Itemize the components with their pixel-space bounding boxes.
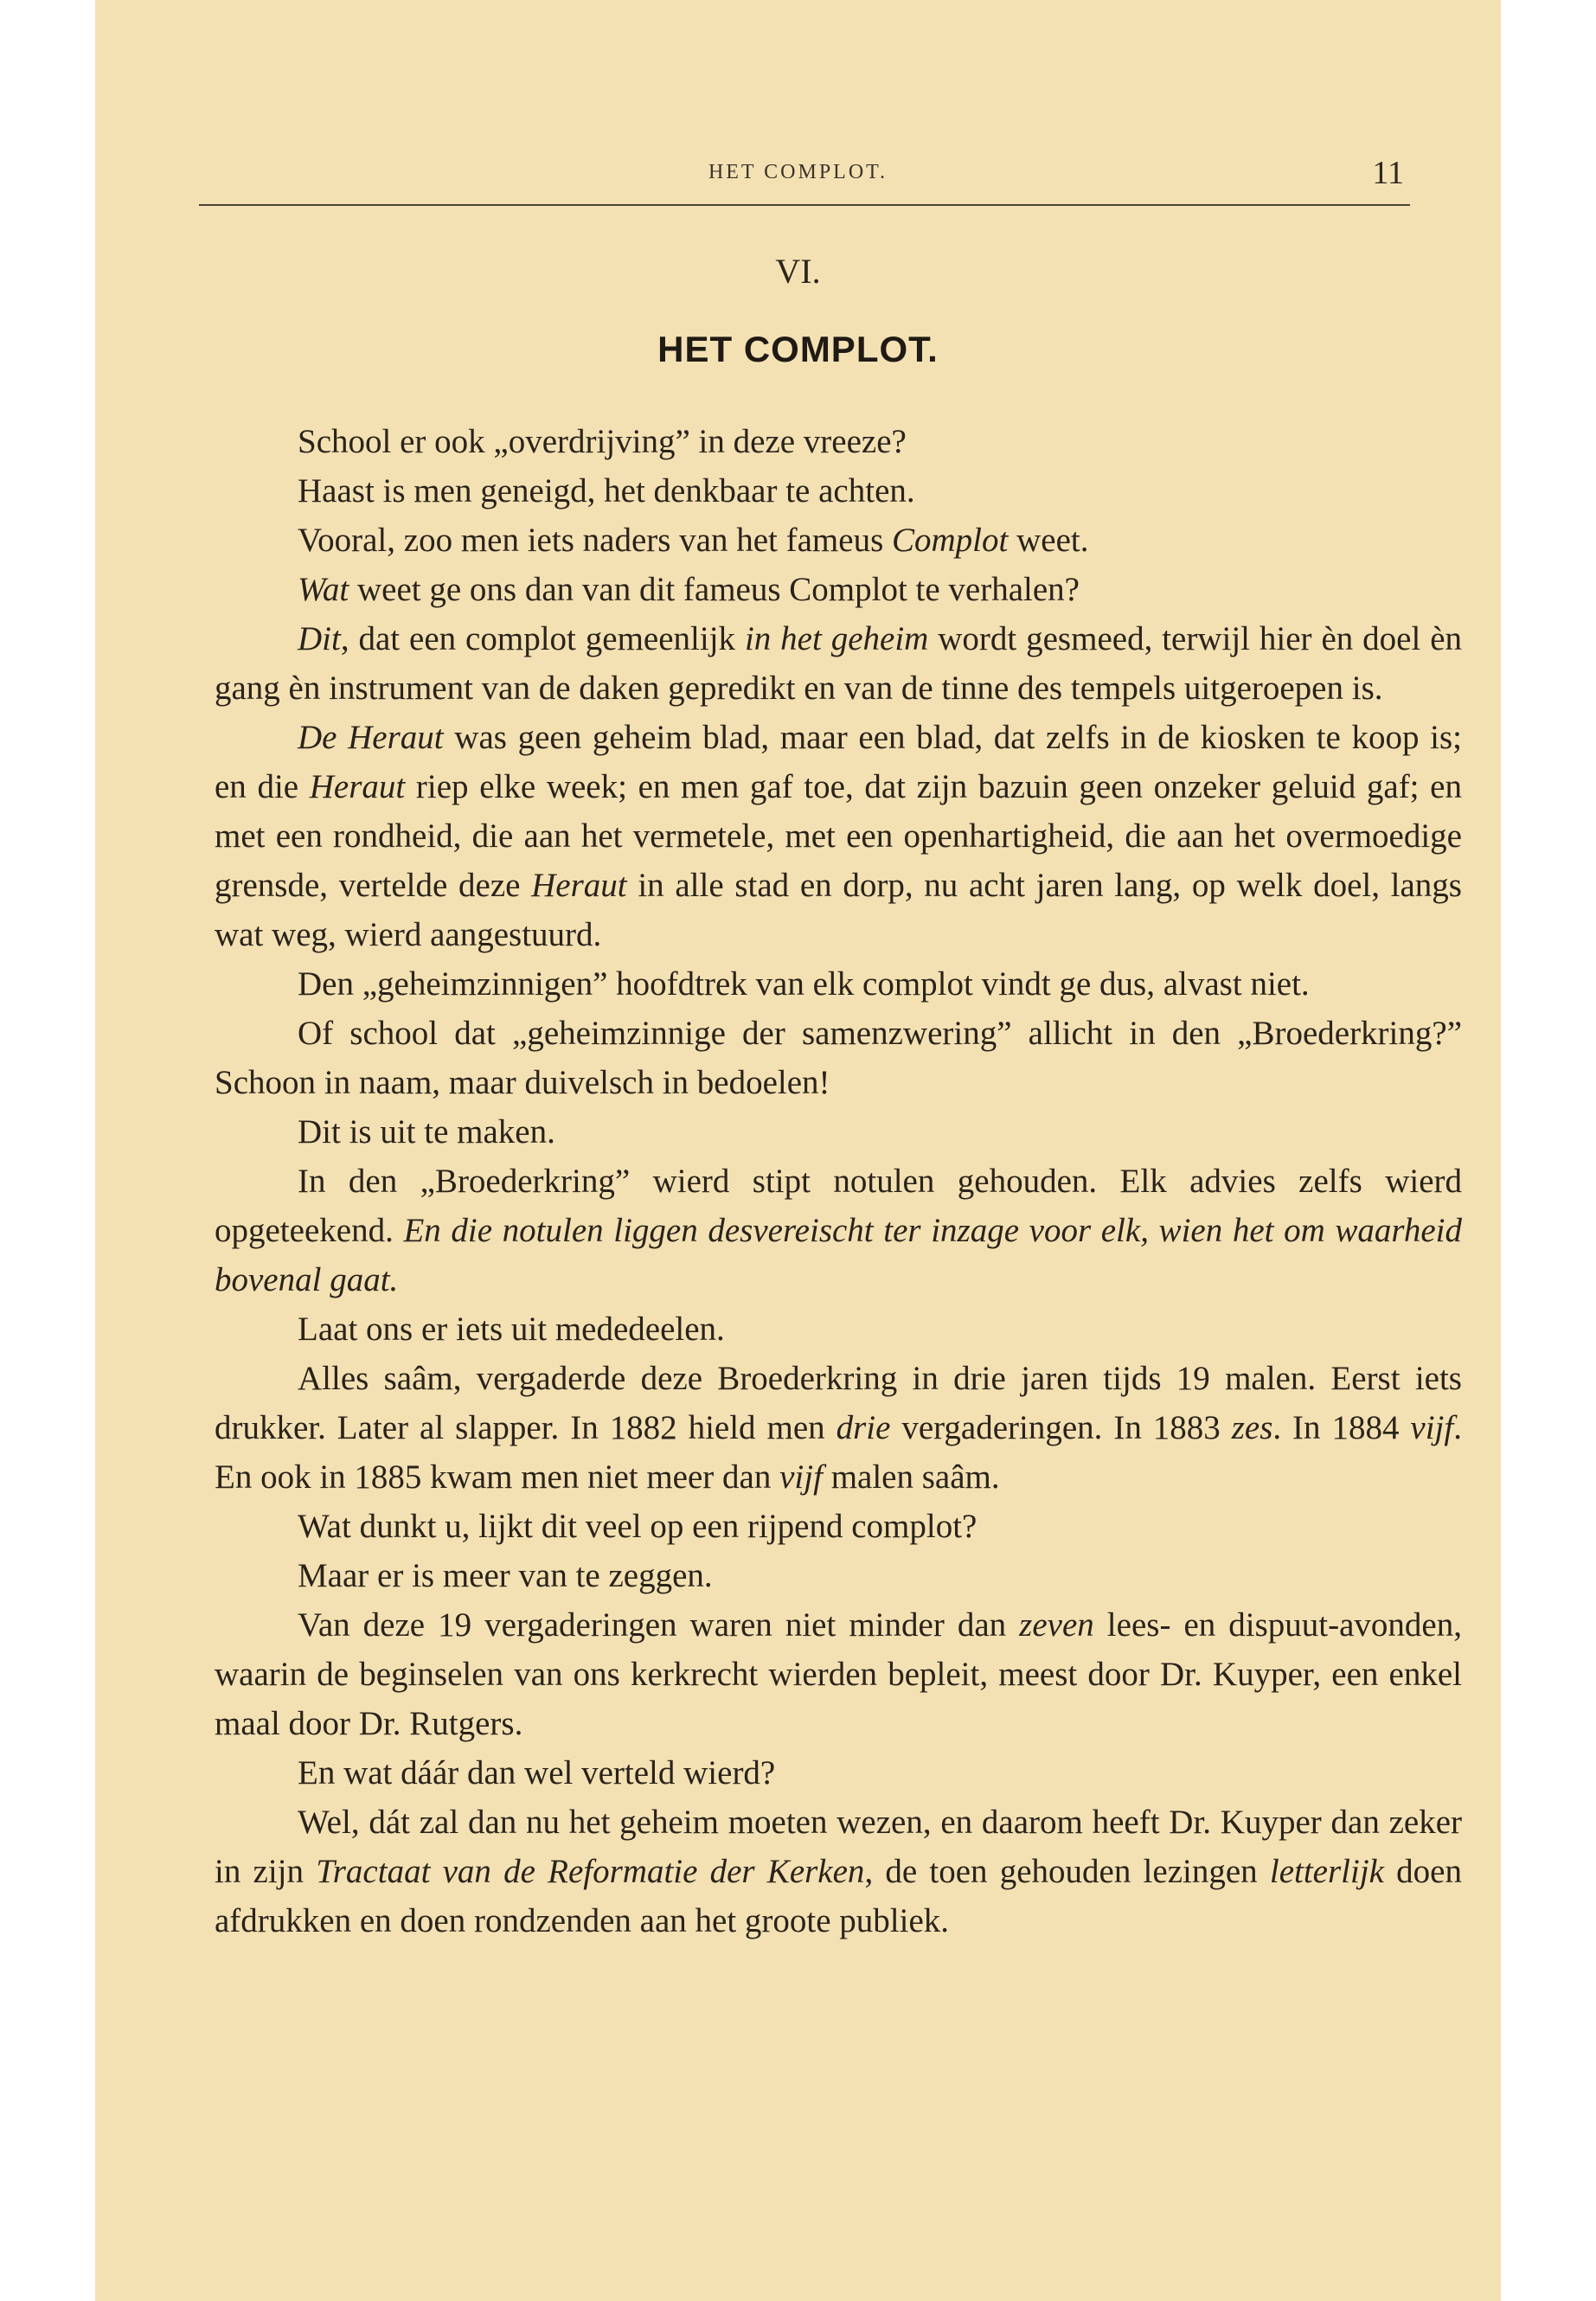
text-segment: . In 1884 [1272,1409,1411,1446]
paragraph [215,516,1462,565]
italic-text: zes [1231,1409,1273,1446]
text-segment: Vooral, zoo men iets naders van het fameus [298,522,892,559]
paragraph [215,1157,1462,1304]
body-text [215,417,1462,1945]
chapter-title: HET COMPLOT. [657,329,939,369]
paragraph [215,959,1462,1009]
italic-text: in het geheim [744,620,929,657]
text-segment: Wat dunkt u, lijkt dit veel op een rijpend complot? [298,1508,977,1545]
page-number: 11 [1372,155,1404,191]
italic-text: vijf [779,1458,823,1496]
paragraph [215,565,1462,614]
text-segment: Of school dat „geheimzinnige der samenzwering” allicht in den „Broederkring?” Schoon in naam, maar duivelsch in bedoelen! [215,1015,1462,1101]
text-segment: was geen geheim blad, maar een blad, dat zelfs in de kiosken te koop is; en die [215,719,1462,805]
italic-text: Tractaat van de Reformatie der Kerken [316,1853,865,1890]
text-segment: Van deze 19 vergaderingen waren niet minder dan [298,1606,1020,1644]
paragraph [215,1748,1462,1798]
paragraph [215,1009,1462,1107]
paragraph [215,1502,1462,1551]
text-segment: Laat ons er iets uit mededeelen. [298,1311,725,1348]
text-segment: , dat een complot gemeenlijk [340,620,745,657]
paragraph [215,614,1462,713]
text-segment: doen afdrukken en doen rondzenden aan het groote publiek. [215,1853,1462,1939]
text-segment: School er ook „overdrijving” in deze vreeze? [298,423,907,460]
italic-text: drie [836,1409,891,1446]
italic-text: Heraut [309,768,406,805]
italic-text: Wat [298,571,349,608]
italic-text: De Heraut [298,719,444,756]
paragraph [215,1354,1462,1502]
text-segment: In den „Broederkring” wierd stipt notulen gehouden. Elk advies zelfs wierd opgeteekend. [215,1163,1462,1249]
book-page [95,0,1501,2301]
text-segment: riep elke week; en men gaf toe, dat zijn bazuin geen onzeker geluid gaf; en met een rondheid, die aan het vermetele, met een openhartigheid, die aan het overmoedige grensde, vertelde deze [215,768,1462,904]
text-segment: Dit is uit te maken. [298,1113,555,1150]
text-segment: Den „geheimzinnigen” hoofdtrek van elk complot vindt ge dus, alvast niet. [298,965,1310,1003]
text-segment: vergaderingen. In 1883 [890,1409,1232,1446]
text-segment: in alle stad en dorp, nu acht jaren lang, op welk doel, langs wat weg, wierd aangestuurd. [215,867,1462,953]
text-segment: , de toen gehouden lezingen [864,1853,1270,1890]
text-segment: Wel, dát zal dan nu het geheim moeten wezen, en daarom heeft Dr. Kuyper dan zeker in zijn [215,1804,1462,1890]
text-segment: . En ook in 1885 kwam men niet meer dan [215,1409,1462,1496]
paragraph [215,1600,1462,1748]
running-title: HET COMPLOT. [708,161,888,183]
text-segment: Haast is men geneigd, het denkbaar te achten. [298,472,915,510]
paragraph [215,417,1462,466]
paragraph [215,1304,1462,1354]
italic-text: vijf [1410,1409,1454,1446]
text-segment: En wat dáár dan wel verteld wierd? [298,1754,776,1791]
italic-text: letterlijk [1269,1853,1384,1890]
italic-text: Dit [298,620,341,657]
paragraph [215,713,1462,959]
paragraph [215,1798,1462,1945]
text-segment: lees- en dispuut-avonden, waarin de beginselen van ons kerkrecht wierden bepleit, meest door Dr. Kuyper, een enkel maal door Dr. Rutgers. [215,1606,1462,1742]
italic-text: zeven [1019,1606,1094,1644]
italic-text: Heraut [531,867,627,904]
running-header [95,156,1501,190]
paragraph [215,466,1462,516]
italic-text: Complot [892,522,1009,559]
text-segment: weet. [1008,522,1089,559]
text-segment: weet ge ons dan van dit fameus Complot te verhalen? [349,571,1080,608]
text-segment: malen saâm. [822,1458,1000,1496]
text-segment: wordt gesmeed, terwijl hier èn doel èn gang èn instrument van de daken gepredikt en van de tinne des tempels uitgeroepen is. [215,620,1462,707]
paragraph [215,1107,1462,1157]
header-rule [199,204,1410,206]
text-segment: Alles saâm, vergaderde deze Broederkring in drie jaren tijds 19 malen. Eerst iets drukker. Later al slapper. In 1882 hield men [215,1360,1462,1446]
chapter-number: VI. [775,252,821,291]
italic-text: En die notulen liggen desvereischt ter inzage voor elk, wien het om waarheid bovenal gaat. [215,1212,1462,1298]
text-segment: Maar er is meer van te zeggen. [298,1557,713,1594]
paragraph [215,1551,1462,1600]
